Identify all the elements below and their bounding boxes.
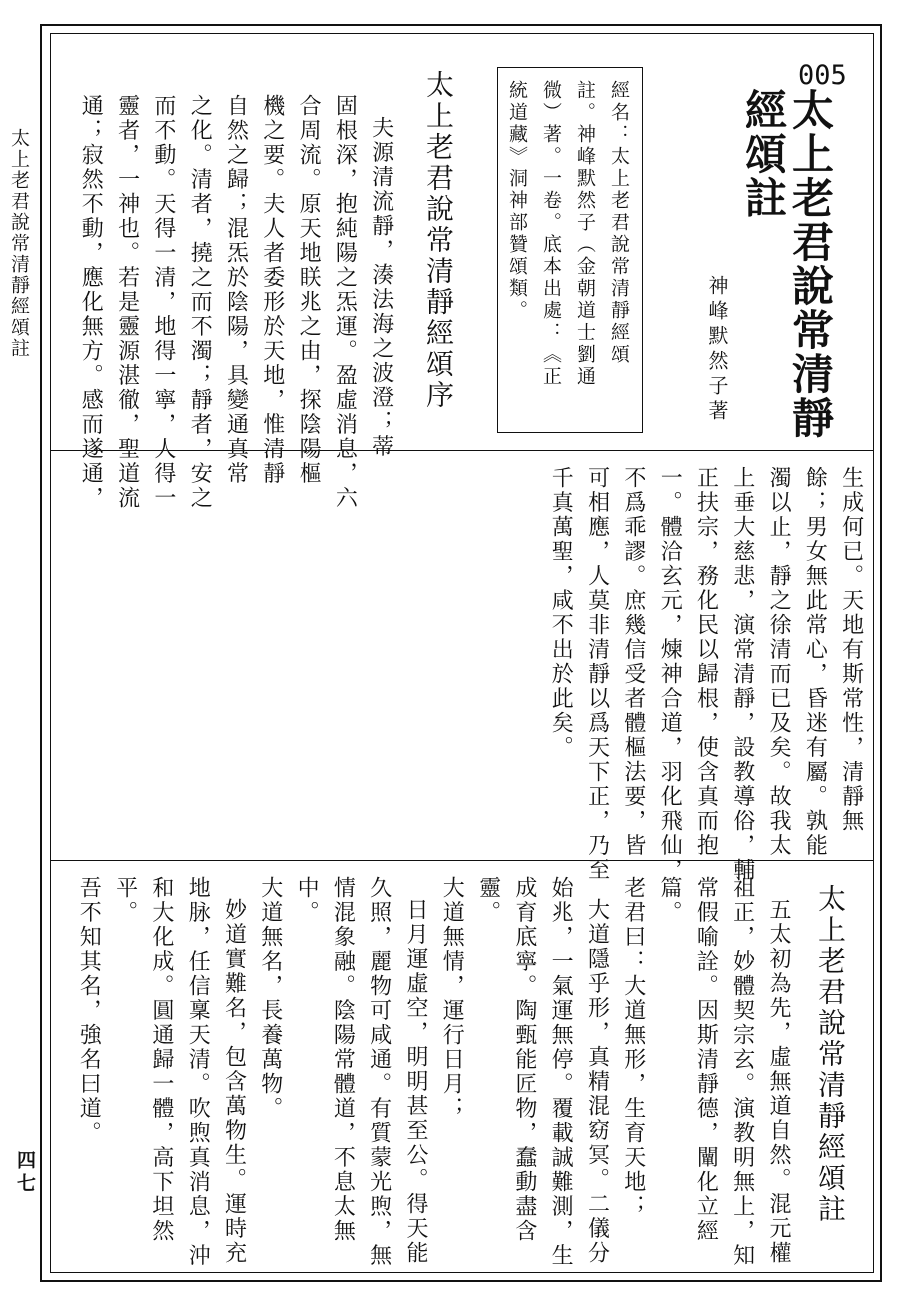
main-title-line: 經頌註: [739, 88, 788, 220]
running-title: 太上老君說常清靜經頌註: [8, 128, 30, 359]
author-line: 神峰默然子著: [705, 275, 729, 425]
note-line: 註。神峰默然子（金朝道士劉通: [574, 80, 596, 388]
text-column: 常假喻詮。因斯清靜德，闡化立經: [693, 876, 719, 1244]
text-column: 始兆，一氣運無停。覆載誠難測，生: [548, 876, 574, 1268]
text-column: 平。: [112, 876, 138, 925]
text-column: 篇。: [657, 876, 683, 925]
text-column: 五太初為先，虛無道自然。混元權: [765, 898, 791, 1266]
note-line: 微）著。一卷。底本出處：《正: [540, 80, 562, 388]
text-column: 大道無名，長養萬物。: [257, 876, 283, 1121]
text-column: 靈。: [475, 876, 501, 925]
main-title-line: 太上老君說常清靜: [786, 88, 835, 440]
text-column: 自然之歸；混炁於陰陽，具變通真常: [223, 94, 249, 486]
text-column: 日月運虛空，明明甚至公。得天能: [402, 898, 428, 1266]
text-column: 老君曰：大道無形，生育天地；: [620, 876, 646, 1219]
text-column: 地脉，任信稟天清。吹煦真消息，沖: [185, 876, 211, 1268]
text-column: 情混象融。陰陽常體道，不息太無: [330, 876, 356, 1244]
text-column: 上垂大慈悲，演常清靜，設教導俗，輔: [729, 466, 755, 883]
text-column: 吾不知其名，強名曰道。: [76, 876, 102, 1146]
text-column: 不爲乖謬。庶幾信受者體樞法要，皆: [620, 466, 646, 858]
text-column: 大道無情，運行日月；: [439, 876, 465, 1121]
text-column: 固根深，抱純陽之炁運。盈虛消息，六: [332, 94, 358, 511]
text-column: 生成何已。天地有斯常性，清靜無: [838, 466, 864, 834]
preface-body-upper: [72, 94, 399, 511]
scripture-title: 太上老君說常清靜經頌註: [814, 884, 847, 1225]
entry-number: 005: [798, 60, 847, 91]
text-column: 正扶宗，務化民以歸根，使含真而抱: [693, 466, 719, 858]
note-line: 經名：太上老君說常清靜經頌: [608, 80, 630, 366]
text-column: 大道隱乎形，真精混窈冥。二儀分: [584, 898, 610, 1266]
page-number: 四七: [14, 1150, 36, 1196]
text-column: 合周流。原天地眹兆之由，探陰陽樞: [296, 94, 322, 486]
text-column: 祖正，妙體契宗玄。演教明無上，知: [729, 876, 755, 1268]
bibliographic-note-box: [497, 67, 643, 433]
text-column: 可相應，人莫非清靜以爲天下正，乃至: [584, 466, 610, 883]
text-column: 成育底寧。陶甄能匠物，蠢動盡含: [511, 876, 537, 1244]
text-column: 之化。清者，撓之而不濁；靜者，安之: [187, 94, 213, 511]
preface-title: 太上老君說常清靜經頌序: [422, 70, 455, 411]
preface-body-middle: [542, 466, 869, 883]
text-column: 一。體洽玄元，煉神合道，羽化飛仙，: [657, 466, 683, 883]
text-column: 通；寂然不動，應化無方。感而遂通，: [78, 94, 104, 511]
text-column: 而不動。天得一清，地得一寧，人得一: [150, 94, 176, 511]
scripture-body: [70, 876, 796, 1271]
text-column: 濁以止，靜之徐清而已及矣。故我太: [766, 466, 792, 858]
text-column: 靈者，一神也。若是靈源湛徹，聖道流: [114, 94, 140, 511]
text-column: 久照，麗物可咸通。有質蒙光煦，無: [366, 876, 392, 1268]
text-column: 中。: [294, 876, 320, 925]
text-column: 千真萬聖，咸不出於此矣。: [548, 466, 574, 760]
note-line: 統道藏》洞神部贊頌類。: [506, 80, 528, 322]
text-column: 妙道實難名，包含萬物生。運時充: [221, 898, 247, 1266]
text-column: 餘；男女無此常心，昏迷有屬。孰能: [802, 466, 828, 858]
text-column: 和大化成。圓通歸一體，高下坦然: [148, 876, 174, 1244]
text-column: 夫源清流靜，湊法海之波澄；蒂: [368, 116, 394, 459]
text-column: 機之要。夫人者委形於天地，惟清靜: [259, 94, 285, 486]
